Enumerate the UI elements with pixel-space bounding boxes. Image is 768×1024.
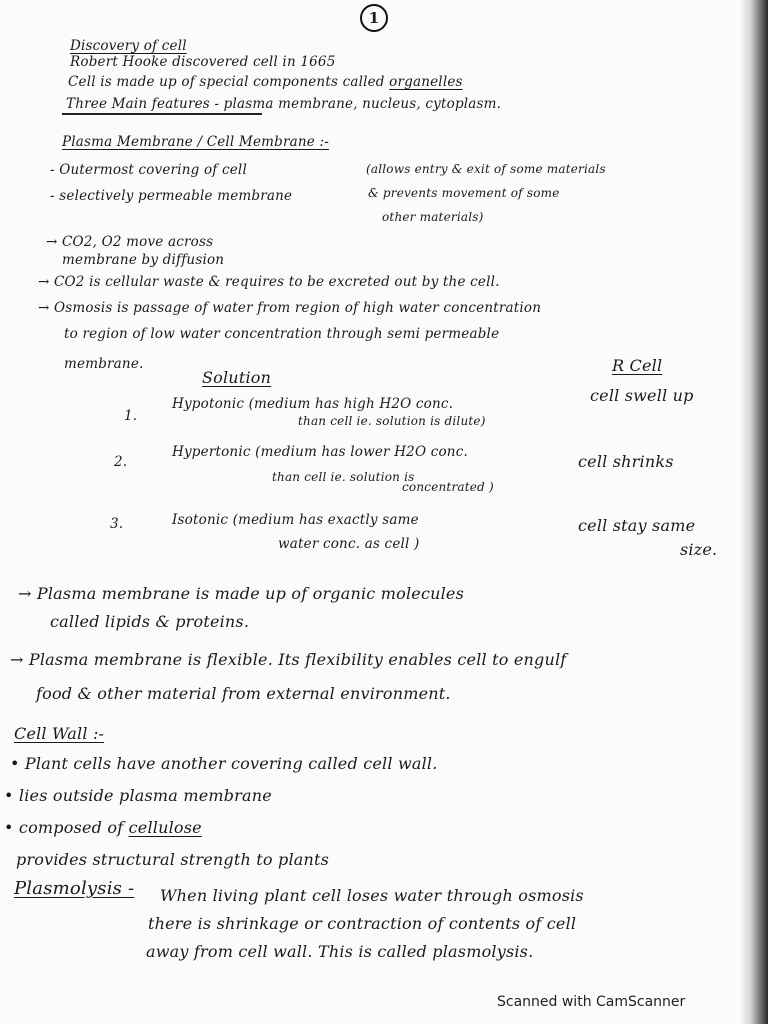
plasma-bullet-3a: → CO2, O2 move across [46, 234, 214, 250]
plasmolysis-term: Plasmolysis - [14, 878, 135, 899]
discovery-line-3: Three Main features - plasma membrane, nucleus, cytoplasm. [66, 96, 502, 112]
plasma-bullet-2: - selectively permeable membrane [50, 188, 293, 204]
plasma-heading: Plasma Membrane / Cell Membrane :- [62, 134, 329, 150]
membrane-flexible-line-2: food & other material from external environment. [36, 684, 451, 703]
row-1-result: cell swell up [590, 386, 694, 405]
row-1-name-1: Hypotonic (medium has high H2O conc. [172, 396, 454, 412]
membrane-lipids-line-1: → Plasma membrane is made up of organic molecules [18, 584, 465, 603]
membrane-flexible-line-1: → Plasma membrane is flexible. Its flexibility enables cell to engulf [10, 650, 567, 669]
row-3-result-2: size. [680, 540, 718, 559]
cell-wall-line-2: • lies outside plasma membrane [4, 786, 272, 805]
discovery-line-1: Robert Hooke discovered cell in 1665 [70, 54, 336, 70]
solution-column-header: Solution [202, 368, 272, 387]
plasma-bullet-4: → CO2 is cellular waste & requires to be excreted out by the cell. [38, 274, 500, 290]
row-1-name-2: than cell ie. solution is dilute) [298, 414, 486, 428]
page-number: 1 [360, 4, 388, 32]
organelles-word: organelles [389, 74, 463, 90]
membrane-lipids-line-2: called lipids & proteins. [50, 612, 250, 631]
plasma-bullet-1: - Outermost covering of cell [50, 162, 247, 178]
cell-wall-heading: Cell Wall :- [14, 724, 105, 743]
discovery-line-2 [68, 74, 463, 90]
cellulose-word: cellulose [128, 818, 202, 837]
row-3-name-2: water conc. as cell ) [278, 536, 420, 552]
rcell-column-header: R Cell [612, 356, 663, 375]
cell-wall-line-1: • Plant cells have another covering called cell wall. [10, 754, 438, 773]
page-shadow-edge [738, 0, 768, 1024]
discovery-line-2-text: Cell is made up of special components called [68, 74, 390, 90]
row-3-number: 3. [110, 516, 124, 532]
osmosis-line-2: to region of low water concentration through semi permeable [64, 326, 500, 342]
cell-wall-line-3-text: • composed of [4, 818, 129, 837]
discovery-heading: Discovery of cell [70, 38, 187, 54]
row-2-name-1: Hypertonic (medium has lower H2O conc. [172, 444, 468, 460]
cell-wall-line-4: provides structural strength to plants [16, 850, 330, 869]
osmosis-line-3: membrane. [64, 356, 144, 372]
row-3-result-1: cell stay same [578, 516, 696, 535]
cell-wall-line-3 [4, 818, 202, 837]
plasmolysis-def-1: When living plant cell loses water through osmosis [160, 886, 584, 905]
permeable-note-2: & prevents movement of some [368, 186, 560, 200]
row-2-number: 2. [114, 454, 128, 470]
scanner-watermark: Scanned with CamScanner [497, 994, 686, 1010]
osmosis-line-1: → Osmosis is passage of water from region of high water concentration [38, 300, 542, 316]
permeable-note-1: (allows entry & exit of some materials [366, 162, 606, 176]
plasmolysis-def-2: there is shrinkage or contraction of contents of cell [148, 914, 577, 933]
row-2-name-3: concentrated ) [402, 480, 494, 494]
row-2-result: cell shrinks [578, 452, 674, 471]
row-3-name-1: Isotonic (medium has exactly same [172, 512, 419, 528]
plasma-bullet-3b: membrane by diffusion [62, 252, 225, 268]
row-1-number: 1. [124, 408, 138, 424]
plasmolysis-def-3: away from cell wall. This is called plasmolysis. [146, 942, 534, 961]
heading-underline [62, 113, 262, 115]
permeable-note-3: other materials) [382, 210, 484, 224]
row-2-name-2: than cell ie. solution is [272, 470, 415, 484]
